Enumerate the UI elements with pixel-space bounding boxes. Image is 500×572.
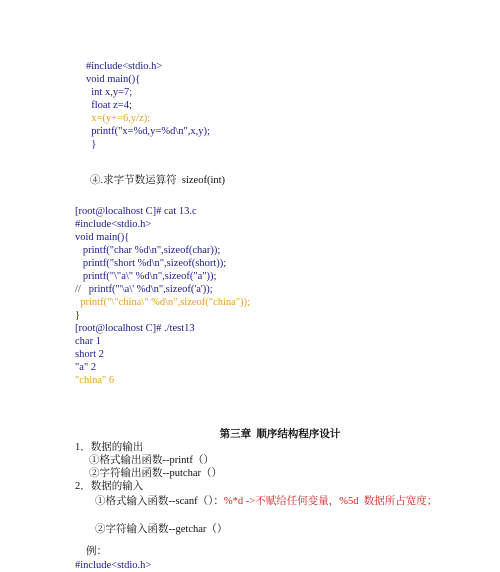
terminal-output-highlighted: "china" 6 [75,375,115,386]
code-line: int x,y=7; [86,87,133,98]
outline-subitem: ①格式输出函数--printf（） [89,455,214,466]
code-line: printf("\"a\" %d\n",sizeof("a")); [75,271,217,282]
outline-subitem: ②字符输出函数--putchar（） [89,468,222,479]
code-line: } [75,310,81,321]
outline-item: 2．数据的输入 [75,481,144,492]
code-line: printf("x=%d,y=%d\n",x,y); [86,126,210,137]
code-line: void main(){ [86,74,141,85]
code-line-highlighted: x=(y+=6,y/z); [86,113,151,124]
code-line: } [86,139,97,150]
scanf-label: ①格式输入函数--scanf（）： [95,496,224,507]
code-line-comment: // printf("'\a\' %d\n",sizeof('a')); [75,284,213,295]
code-line: #include<stdio.h> [75,219,152,230]
example-code [75,559,500,572]
terminal-output: "a" 2 [75,362,97,373]
code-block-sizeof [75,205,500,387]
section-heading-sizeof [90,174,500,187]
code-line: printf("short %d\n",sizeof(short)); [75,258,227,269]
example-label [86,545,500,558]
terminal-output: short 2 [75,349,104,360]
outline-subitem-scanf [75,495,500,508]
example-heading: 例： [86,546,107,557]
code-line-highlighted: printf("\"china\" %d\n",sizeof("china")); [75,297,250,308]
chapter-heading: 第三章 顺序结构程序设计 [219,429,341,440]
code-line: [root@localhost C]# cat 13.c [75,206,197,217]
code-line: printf("char %d\n",sizeof(char)); [75,245,221,256]
terminal-output: char 1 [75,336,101,347]
chapter-outline [75,441,500,536]
scanf-note: %*d ->不赋给任何变量，%5d 数据所占宽度； [223,496,438,507]
terminal-command: [root@localhost C]# ./test13 [75,323,195,334]
chapter-title [0,428,500,441]
code-line: void main(){ [75,232,130,243]
code-block-comma-operator [86,60,500,151]
outline-subitem: ②字符输入函数--getchar（） [95,524,228,535]
section-title: ④.求字节数运算符 sizeof(int) [90,175,226,186]
code-line: float z=4; [86,100,132,111]
code-line: #include<stdio.h> [86,61,163,72]
code-line: #include<stdio.h> [75,560,152,571]
outline-item: 1．数据的输出 [75,442,144,453]
